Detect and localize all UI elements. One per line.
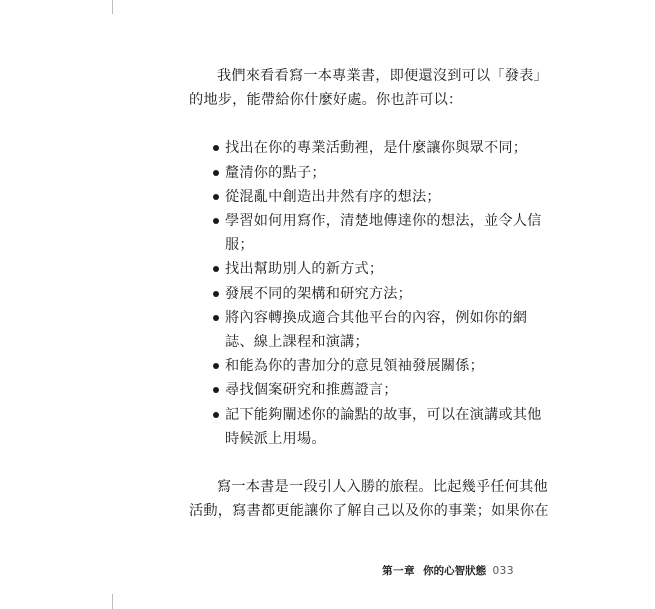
list-item <box>189 282 509 306</box>
list-item <box>189 403 542 451</box>
bullet-icon <box>213 315 219 321</box>
list-item <box>189 161 509 185</box>
list-item <box>189 306 528 354</box>
chapter-label: 第一章 <box>382 565 416 577</box>
intro-line: 我們來看看寫一本專業書，即便還沒到可以「發表」 <box>217 68 548 84</box>
page-number: 033 <box>492 565 514 577</box>
list-item-text: 將內容轉換成適合其他平台的內容，例如你的網 <box>225 309 528 326</box>
list-item-text: 和能為你的書加分的意見領袖發展關係； <box>225 358 484 375</box>
list-item <box>189 378 509 402</box>
list-item <box>189 136 528 160</box>
list-item-text: 時候派上用場。 <box>225 430 326 447</box>
paragraph-spacer <box>189 451 509 475</box>
chapter-title: 你的心智狀態 <box>423 565 487 577</box>
closing-paragraph <box>189 475 549 523</box>
crop-mark-bottom <box>112 594 113 609</box>
list-item-text: 服； <box>225 237 254 254</box>
list-item-text: 誌、線上課程和演講； <box>225 334 369 351</box>
intro-line: 的地步，能帶給你什麼好處。你也許可以： <box>189 92 463 109</box>
bullet-icon <box>213 145 219 151</box>
list-item <box>189 185 509 209</box>
body-text <box>189 64 549 523</box>
closing-line: 寫一本書是一段引人入勝的旅程。比起幾乎任何其他 <box>217 479 548 496</box>
benefit-list <box>189 136 542 451</box>
bullet-icon <box>213 412 219 418</box>
list-item-text: 找出在你的專業活動裡，是什麼讓你與眾不同； <box>225 140 528 157</box>
list-item-text: 學習如何用寫作，清楚地傳達你的想法，並令人信 <box>225 213 542 230</box>
paragraph-spacer <box>189 112 509 136</box>
closing-line: 活動，寫書都更能讓你了解自己以及你的事業；如果你在 <box>189 503 549 520</box>
list-item <box>189 209 542 257</box>
list-item-text: 釐清你的點子； <box>225 164 326 181</box>
list-item-text: 發展不同的架構和研究方法； <box>225 285 413 302</box>
list-item-text: 找出幫助別人的新方式； <box>225 261 384 278</box>
list-item-text: 記下能夠闡述你的論點的故事，可以在演講或其他 <box>225 406 542 423</box>
list-item <box>189 354 509 378</box>
list-item-text: 尋找個案研究和推薦證言； <box>225 382 398 399</box>
list-item-text: 從混亂中創造出井然有序的想法； <box>225 188 441 205</box>
bullet-icon <box>213 266 219 272</box>
bullet-icon <box>213 363 219 369</box>
running-footer <box>382 563 514 578</box>
bullet-icon <box>213 194 219 200</box>
bullet-icon <box>213 291 219 297</box>
bullet-icon <box>213 387 219 393</box>
crop-mark-top <box>112 0 113 14</box>
bullet-icon <box>213 170 219 176</box>
bullet-icon <box>213 218 219 224</box>
list-item <box>189 257 509 281</box>
intro-paragraph <box>189 64 548 112</box>
